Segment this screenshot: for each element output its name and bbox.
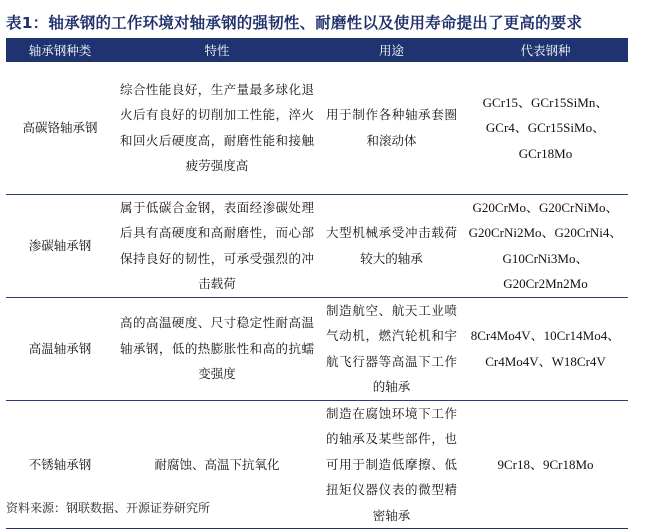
header-grades: 代表钢种: [463, 38, 628, 62]
header-application: 用途: [320, 38, 463, 62]
cell-application: 制造在腐蚀环境下工作的轴承及某些部件，也可用于制造低摩擦、低扭矩仪器仪表的微型精密轴承: [320, 400, 463, 529]
cell-grades: 8Cr4Mo4V、10Cr14Mo4、Cr4Mo4V、W18Cr4V: [463, 297, 628, 400]
cell-type: 高温轴承钢: [6, 297, 114, 400]
cell-grades: G20CrMo、G20CrNiMo、G20CrNi2Mo、G20CrNi4、G10CrNi3Mo、G20Cr2Mn2Mo: [463, 194, 628, 297]
source-note: 资料来源：钢联数据、开源证券研究所: [6, 501, 211, 515]
cell-property: 耐腐蚀、高温下抗氧化: [114, 400, 320, 529]
cell-grades: 9Cr18、9Cr18Mo: [463, 400, 628, 529]
cell-application: 制造航空、航天工业喷气动机，燃汽轮机和宇航飞行器等高温下工作的轴承: [320, 297, 463, 400]
table-row: [6, 62, 628, 194]
table-row: [6, 194, 628, 297]
header-property: 特性: [114, 38, 320, 62]
cell-property: 属于低碳合金钢，表面经渗碳处理后具有高硬度和高耐磨性，而心部保持良好的韧性，可承受强烈的冲击载荷: [114, 194, 320, 297]
bearing-steel-table: [6, 38, 628, 529]
cell-application: 大型机械承受冲击载荷较大的轴承: [320, 194, 463, 297]
cell-property: 综合性能良好，生产量最多球化退火后有良好的切削加工性能，淬火和回火后硬度高，耐磨性能和接触疲劳强度高: [114, 62, 320, 194]
cell-grades: GCr15、GCr15SiMn、GCr4、GCr15SiMo、GCr18Mo: [463, 62, 628, 194]
table-title: 表1：轴承钢的工作环境对轴承钢的强韧性、耐磨性以及使用寿命提出了更高的要求: [6, 14, 583, 32]
header-type: 轴承钢种类: [6, 38, 114, 62]
cell-property: 高的高温硬度、尺寸稳定性耐高温轴承钢，低的热膨胀性和高的抗蠕变强度: [114, 297, 320, 400]
cell-type: 渗碳轴承钢: [6, 194, 114, 297]
cell-type: 不锈轴承钢: [6, 400, 114, 529]
cell-application: 用于制作各种轴承套圈和滚动体: [320, 62, 463, 194]
cell-type: 高碳铬轴承钢: [6, 62, 114, 194]
table-row: [6, 297, 628, 400]
table-header-row: [6, 38, 628, 62]
